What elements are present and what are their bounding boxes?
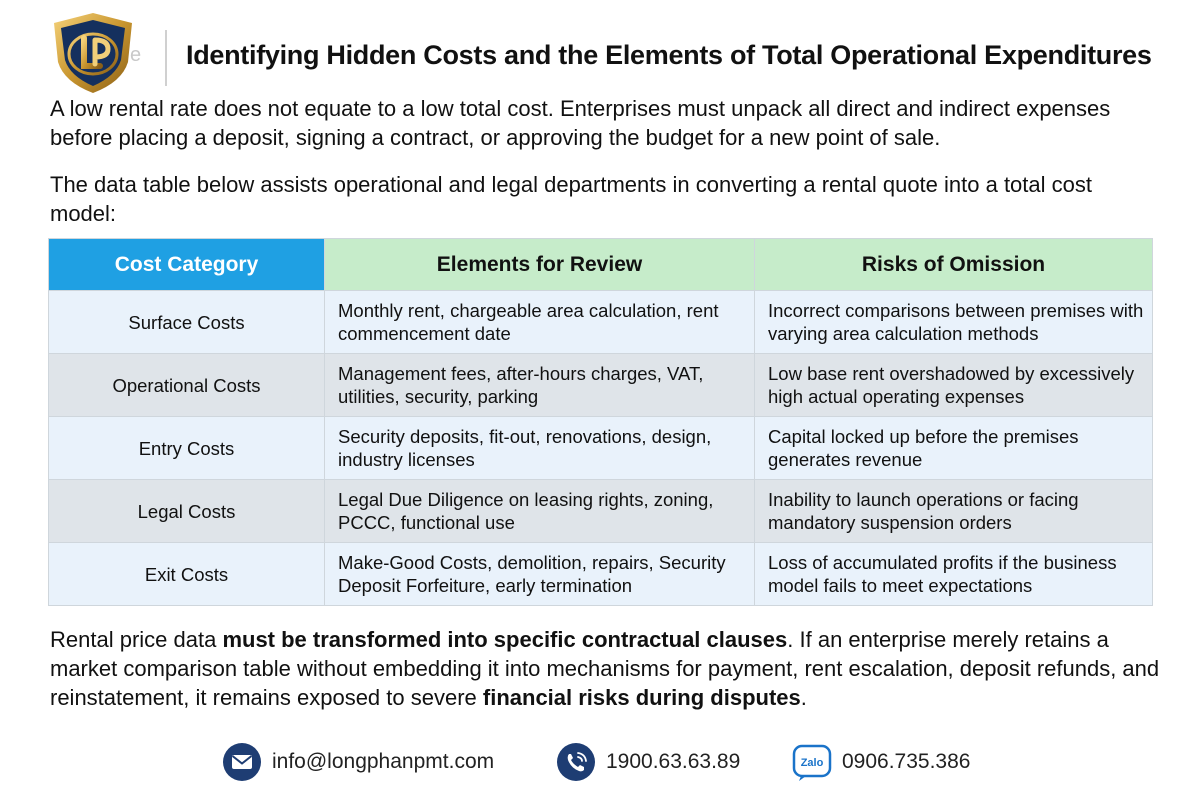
header (0, 0, 1200, 96)
zalo-text[interactable]: 0906.735.386 (842, 750, 971, 773)
cost-table (48, 238, 1153, 606)
contact-footer (0, 738, 1200, 786)
mail-icon (222, 742, 262, 782)
shield-logo-icon[interactable] (48, 10, 138, 96)
phone-contact[interactable] (556, 738, 740, 786)
zalo-label: Zalo (800, 757, 824, 769)
cell-elements: Management fees, after-hours charges, VAT, utilities, security, parking (325, 354, 755, 417)
zalo-icon (792, 742, 832, 782)
cell-category: Entry Costs (49, 417, 325, 480)
cell-elements: Security deposits, fit-out, renovations, design, industry licenses (325, 417, 755, 480)
cell-category: Exit Costs (49, 543, 325, 606)
cell-category: Surface Costs (49, 291, 325, 354)
logo-ghost-text: e (130, 44, 142, 66)
cell-risks: Incorrect comparisons between premises with varying area calculation methods (755, 291, 1153, 354)
table-row (49, 480, 1153, 543)
cell-risks: Loss of accumulated profits if the business model fails to meet expectations (755, 543, 1153, 606)
intro-paragraph: A low rental rate does not equate to a low total cost. Enterprises must unpack all direct and indirect expenses before placing a deposit, signing a contract, or approving the budget for a new point of sale. (50, 96, 1111, 150)
table-row (49, 543, 1153, 606)
cell-risks: Low base rent overshadowed by excessively high actual operating expenses (755, 354, 1153, 417)
header-elements-for-review: Elements for Review (325, 239, 755, 291)
table-row (49, 354, 1153, 417)
cell-category: Legal Costs (49, 480, 325, 543)
conclusion-text-3: . (800, 685, 807, 710)
phone-icon (556, 742, 596, 782)
cell-elements: Legal Due Diligence on leasing rights, zoning, PCCC, functional use (325, 480, 755, 543)
header-divider (165, 30, 167, 86)
page-title: Identifying Hidden Costs and the Elements of Total Operational Expenditures (186, 40, 1152, 70)
cell-elements: Make-Good Costs, demolition, repairs, Security Deposit Forfeiture, early termination (325, 543, 755, 606)
email-text[interactable]: info@longphanpmt.com (272, 750, 495, 773)
conclusion-bold-1: must be transformed into specific contractual clauses (222, 627, 788, 652)
email-contact[interactable] (222, 738, 494, 786)
conclusion-bold-2: financial risks during disputes (482, 685, 801, 710)
header-risks-of-omission: Risks of Omission (755, 239, 1153, 291)
header-cost-category: Cost Category (49, 239, 325, 291)
cell-category: Operational Costs (49, 354, 325, 417)
table-header-row (49, 239, 1153, 291)
cell-risks: Capital locked up before the premises generates revenue (755, 417, 1153, 480)
table-row (49, 291, 1153, 354)
lead-paragraph: The data table below assists operational and legal departments in converting a rental quote into a total cost model: (50, 172, 1092, 226)
cell-risks: Inability to launch operations or facing mandatory suspension orders (755, 480, 1153, 543)
conclusion-text-2: . If an enterprise merely retains a market comparison table without embedding it into mechanisms for payment, rent escalation, deposit refunds, and reinstatement, it remains exposed to severe (50, 627, 1160, 710)
zalo-contact[interactable] (792, 738, 970, 786)
phone-text[interactable]: 1900.63.63.89 (606, 750, 741, 773)
table-row (49, 417, 1153, 480)
conclusion-paragraph (50, 625, 1160, 712)
conclusion-text-1: Rental price data (50, 627, 223, 652)
cell-elements: Monthly rent, chargeable area calculation, rent commencement date (325, 291, 755, 354)
